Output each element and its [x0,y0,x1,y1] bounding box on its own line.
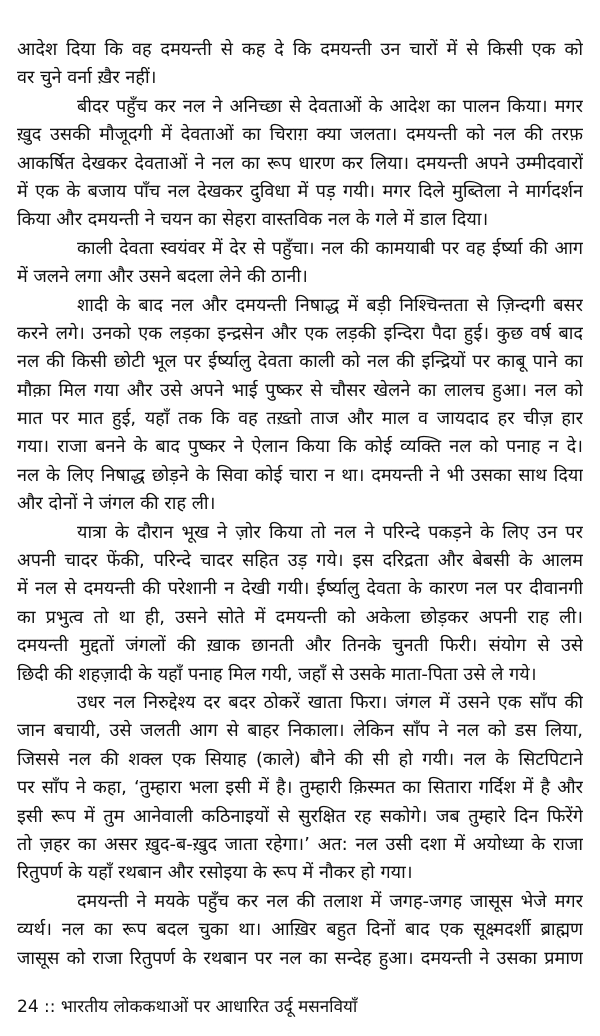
text-line: ख़ुद उसकी मौजूदगी में देवताओं का चिराग़ क्या जलता। दमयन्ती को नल की तरफ़ [17,124,583,146]
text-line: में जलने लगा और उसने बदला लेने की ठानी। [17,266,308,288]
page-footer: 24 :: भारतीय लोककथाओं पर आधारित उर्दू मसनवियाँ [17,997,358,1017]
text-line: यात्रा के दौरान भूख ने ज़ोर किया तो नल ने परिन्दे पकड़ने के लिए उन पर [77,521,583,543]
text-line: रितुपर्ण के यहाँ रथबान और रसोइया के रूप में नौकर हो गया। [17,862,413,884]
text-line: का प्रभुत्व तो था ही, उसने सोते में दमयन्ती को अकेला छोड़कर अपनी राह ली। [17,606,583,628]
text-line: जान बचायी, उसे जलती आग से बाहर निकाला। लेकिन साँप ने नल को डस लिया, [17,720,583,742]
text-line: जिससे नल की शक्ल एक सियाह (काले) बौने की सी हो गयी। नल के सिटपिटाने [17,748,583,770]
text-line: छिदी की शहज़ादी के यहाँ पनाह मिल गयी, जहाँ से उसके माता-पिता उसे ले गये। [17,663,537,685]
text-line: अपनी चादर फेंकी, परिन्दे चादर सहित उड़ गये। इस दरिद्रता और बेबसी के आलम [17,550,583,572]
text-line: तो ज़हर का असर ख़ुद-ब-ख़ुद जाता रहेगा।’ अत: नल उसी दशा में अयोध्या के राजा [17,833,583,855]
text-line: जासूस को राजा रितुपर्ण के रथबान पर नल का सन्देह हुआ। दमयन्ती ने उसका प्रमाण [17,947,583,969]
text-line: व्यर्थ। नल का रूप बदल चुका था। आख़िर बहुत दिनों बाद एक सूक्ष्मदर्शी ब्राह्मण [17,919,583,941]
text-line: काली देवता स्वयंवर में देर से पहुँचा। नल की कामयाबी पर वह ईर्ष्या की आग [77,237,583,259]
text-line: नल के लिए निषाद्ध छोड़ने के सिवा कोई चारा न था। दमयन्ती ने भी उसका साथ दिया [17,464,583,486]
text-line: बीदर पहुँच कर नल ने अनिच्छा से देवताओं के आदेश का पालन किया। मगर [77,95,583,117]
text-line: पर साँप ने कहा, ‘तुम्हारा भला इसी में है। तुम्हारी क़िस्मत का सितारा गर्दिश में है और [17,777,583,799]
text-line: गया। राजा बनने के बाद पुष्कर ने ऐलान किया कि कोई व्यक्ति नल को पनाह न दे। [17,436,583,458]
text-line: उधर नल निरुद्देश्य दर बदर ठोकरें खाता फिरा। जंगल में उसने एक साँप की [77,691,583,713]
text-line: करने लगे। उनको एक लड़का इन्द्रसेन और एक लड़की इन्दिरा पैदा हुई। कुछ वर्ष बाद [17,322,583,344]
text-line: और दोनों ने जंगल की राह ली। [17,493,216,515]
text-line: दमयन्ती ने मयके पहुँच कर नल की तलाश में जगह-जगह जासूस भेजे मगर [77,890,583,912]
text-line: इसी रूप में तुम आनेवाली कठिनाइयों से सुरक्षित रह सकोगे। जब तुम्हारे दिन फिरेंगे [17,805,583,827]
text-line: में एक के बजाय पाँच नल देखकर दुविधा में पड़ गयी। मगर दिले मुब्तिला ने मार्गदर्शन [17,180,583,202]
text-line: में नल से दमयन्ती की परेशानी न देखी गयी। ईर्ष्यालु देवता के कारण नल पर दीवानगी [17,578,583,600]
text-line: वर चुने वर्ना ख़ैर नहीं। [17,67,157,89]
text-line: नल की किसी छोटी भूल पर ईर्ष्यालु देवता काली को नल की इन्द्रियों पर काबू पाने का [17,351,583,373]
text-line: आकर्षित देखकर देवताओं ने नल का रूप धारण कर लिया। दमयन्ती अपने उम्मीदवारों [17,152,583,174]
text-line: दमयन्ती मुद्दतों जंगलों की ख़ाक छानती और तिनके चुनती फिरी। संयोग से उसे [17,635,583,657]
text-line: मात पर मात हुई, यहाँ तक कि वह तख़्तो ताज और माल व जायदाद हर चीज़ हार [17,408,583,430]
text-line: मौक़ा मिल गया और उसे अपने भाई पुष्कर से चौसर खेलने का लालच हुआ। नल को [17,379,583,401]
text-line: शादी के बाद नल और दमयन्ती निषाद्ध में बड़ी निश्चिन्तता से ज़िन्दगी बसर [77,294,583,316]
page-body [17,36,583,973]
text-line: आदेश दिया कि वह दमयन्ती से कह दे कि दमयन्ती उन चारों में से किसी एक को [17,39,583,60]
text-line: किया और दमयन्ती ने चयन का सेहरा वास्तविक नल के गले में डाल दिया। [17,209,489,231]
